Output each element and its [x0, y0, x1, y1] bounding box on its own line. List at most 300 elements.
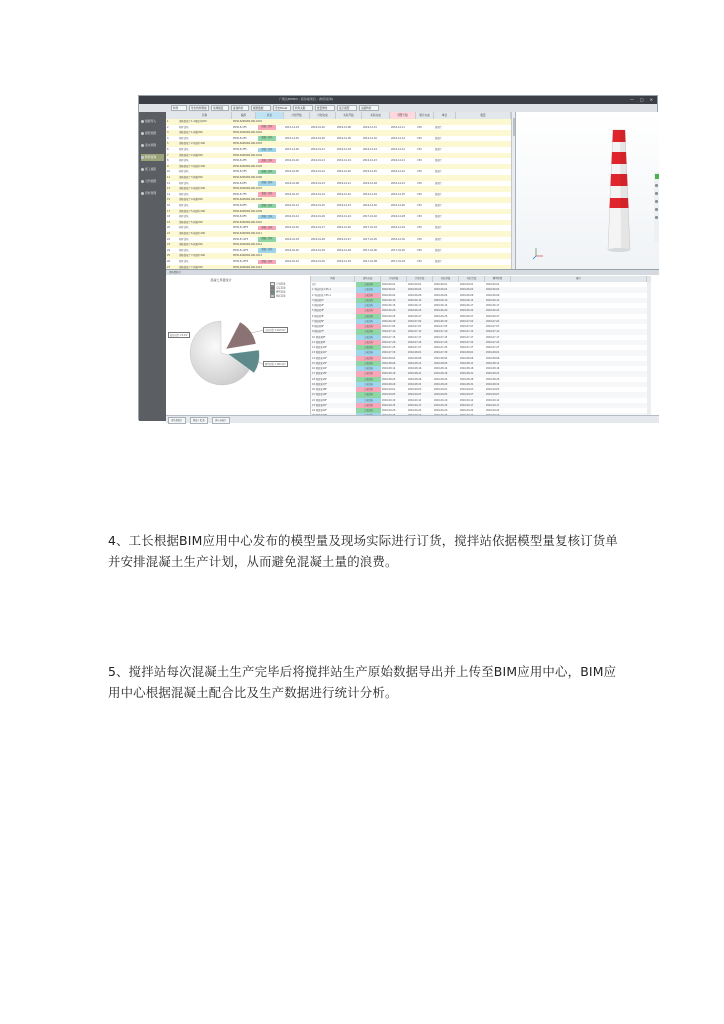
pour-table-cell: 2016-07-25 — [382, 346, 396, 349]
pour-table-cell: 2016-09-07 — [460, 393, 474, 397]
grid-cell: 钢筋混凝土2-楼层柱200 — [179, 142, 206, 146]
pour-status-badge: 完成浇筑 — [356, 293, 381, 298]
grid-cell: 构件浇筑 — [179, 136, 189, 140]
grid-column-header[interactable]: 名称 — [178, 112, 232, 119]
grid-column-header[interactable]: 预警天数 — [390, 112, 416, 119]
pour-status-badge: 完成浇筑 — [356, 361, 381, 366]
pour-table-cell: 2016-07-20 — [382, 340, 396, 344]
pour-status-badge: 完成浇筑 — [356, 408, 381, 413]
grid-cell: 2016-12-22 — [391, 170, 405, 174]
grid-cell: 2016-12-24 — [337, 215, 351, 219]
pour-status-badge: 完成浇筑 — [356, 382, 381, 387]
pour-table-cell: 2016-06-22 — [408, 309, 422, 313]
pour-table-cell: 2016-09-10 — [382, 398, 396, 402]
pour-status-badge: 完成浇筑 — [356, 319, 381, 324]
grid-cell: 构件浇筑 — [179, 125, 189, 129]
pour-table-cell: 2016-09-17 — [460, 403, 474, 407]
grid-cell: P030-6290001190-1014 — [233, 265, 263, 269]
sidebar-item-label: 合约视图 — [145, 179, 157, 183]
grid-cell: 2016-12-23 — [391, 181, 405, 185]
pour-table-cell: 2016-08-16 — [486, 367, 500, 370]
status-badge: 混凝土浇筑 — [258, 170, 276, 174]
pour-table-cell: 2016-06-15 — [434, 304, 448, 307]
pour-table-cell: 2016-07-17 — [408, 335, 422, 339]
pour-table-cell: 2016-07-22 — [486, 340, 500, 344]
pour-table-cell: 5 楼层梁3F — [312, 309, 324, 313]
bottom-panel — [166, 269, 659, 422]
pour-table-cell: 2016-08-24 — [434, 377, 448, 381]
pour-table-cell: 2016-08-16 — [408, 367, 422, 370]
pour-table-cell: 2016-08-21 — [460, 372, 474, 376]
grid-cell: C30 — [417, 170, 422, 174]
grid-cell: P030-8-9F5 — [233, 215, 247, 219]
grid-cell: 2 — [167, 125, 169, 129]
pour-table-cell: 2016-07-07 — [486, 325, 500, 328]
grid-cell: 钢筋混凝土7-楼层柱200 — [179, 254, 206, 258]
grid-cell: 2016-12-20 — [337, 170, 351, 174]
pour-table-cell: 2016-08-24 — [382, 377, 396, 381]
pour-table-cell: 2016-09-17 — [486, 403, 500, 407]
pour-table-cell: 2016-09-22 — [460, 409, 474, 412]
grid-cell: 2017-01-02 — [363, 215, 377, 219]
sidebar-item[interactable] — [141, 190, 164, 197]
grid-cell: P030-8-11F5 — [233, 237, 249, 241]
grid-cell: P030-8-1F5 — [233, 125, 247, 129]
pour-table-cell: 2016-09-07 — [486, 393, 500, 397]
pour-table-column-header[interactable]: 实际开始 — [433, 276, 459, 282]
pour-table-cell: 2016-09-01 — [408, 283, 422, 286]
viewer-zoom-out-icon[interactable] — [655, 208, 658, 211]
grid-cell: 构件浇筑 — [179, 260, 189, 263]
grid-cell: 2016-01-30 — [311, 260, 325, 263]
toolbar-button[interactable]: 导出Excel — [273, 105, 291, 111]
grid-cell: 27 — [167, 265, 171, 269]
pour-table-cell: 2016-08-31 — [486, 382, 500, 386]
sidebar-item-icon — [141, 168, 144, 171]
grid-cell: P030-6290001190-1011 — [233, 232, 263, 235]
status-tabs — [166, 415, 659, 423]
pour-table-cell: 2016-06-27 — [486, 314, 500, 318]
pour-table-cell: 2016-08-29 — [434, 382, 448, 386]
grid-column-header[interactable]: 编码 — [232, 112, 256, 119]
grid-cell: 2015-12-19 — [285, 125, 299, 129]
grid-cell: 2017-01-03 — [363, 226, 377, 230]
grid-cell: 2016-01-18 — [285, 237, 299, 241]
pour-table-cell: 2016-06-30 — [382, 319, 396, 323]
grid-column-header[interactable]: 累计完成 — [416, 112, 434, 119]
sidebar-item-icon — [141, 120, 144, 123]
grid-cell: 钢筋混凝土1-楼板200 — [179, 131, 203, 135]
grid-cell: 2016-12-28 — [363, 181, 377, 185]
status-badge: 混凝土浇筑 — [258, 136, 276, 140]
grid-cell: 2016-01-26 — [311, 215, 325, 219]
pour-table-cell: 2016-06-02 — [460, 288, 474, 292]
grid-cell: 1 — [167, 120, 169, 123]
grid-cell: 2016-12-19 — [337, 159, 351, 163]
pour-table-cell: 2 基础底板 C35-1 — [312, 293, 331, 297]
pour-table-cell: 22 楼层梁20F — [312, 398, 327, 402]
grid-cell: 2016-12-23 — [337, 204, 351, 207]
toolbar-button[interactable]: 关联构件 — [359, 105, 379, 111]
pour-table-cell: 8 楼层梁6F — [312, 325, 324, 328]
toolbar-button[interactable]: 构件 — [171, 105, 187, 111]
pour-table-cell: 2016-09-12 — [408, 398, 422, 402]
grid-cell: 2016-12-14 — [391, 136, 405, 140]
pour-table-cell: 2016-08-26 — [460, 377, 474, 381]
pour-table-cell: 2016-06-10 — [434, 298, 448, 302]
pour-table-cell: 2016-08-31 — [408, 382, 422, 386]
toolbar-button[interactable]: 刷新数据 — [251, 105, 271, 111]
status-badge: 混凝土浇筑 — [258, 237, 276, 241]
grid-cell: C30 — [417, 226, 422, 230]
grid-cell: 构件浇筑 — [179, 181, 189, 185]
pour-table-cell: 2016-06-17 — [460, 304, 474, 307]
pour-table-column-header[interactable]: 浇筑状态 — [355, 276, 381, 282]
grid-cell: 2016-12-29 — [363, 192, 377, 196]
pour-table-cell: 2016-07-27 — [486, 346, 500, 349]
pour-table-cell: 2016-06-06 — [486, 293, 500, 297]
grid-column-header[interactable]: 实际完成 — [362, 112, 390, 119]
pour-table-cell: 2016-06-01 — [434, 283, 448, 286]
grid-cell: 钢筋混凝土6-楼板200 — [179, 243, 203, 247]
sidebar-item[interactable] — [141, 118, 164, 125]
chimney-model — [516, 112, 659, 269]
pour-table-cell: 2016-07-10 — [434, 330, 448, 334]
pour-table-column-header[interactable]: 备注 — [511, 276, 647, 282]
grid-cell: 2016-12-25 — [391, 192, 405, 196]
window-titlebar — [139, 96, 657, 104]
pour-table-cell: 10 楼层梁8F — [312, 335, 326, 339]
toolbar-button[interactable]: 查找构件 — [231, 105, 249, 111]
pour-table-cell: 4 楼层梁2F — [312, 304, 324, 307]
grid-cell: 2016-12-25 — [363, 170, 377, 174]
bottom-panel-label: 浇筑量统计 — [169, 271, 181, 274]
annotation-actual: 实际用量: 1203.5m³ — [265, 329, 286, 332]
grid-cell: 构件浇筑 — [179, 248, 189, 252]
minimize-icon[interactable]: — — [629, 97, 634, 102]
pour-table-cell: 2016-06-02 — [408, 288, 422, 292]
pour-table-cell: 2016-09-20 — [382, 409, 396, 412]
pour-table-cell: 2016-07-12 — [408, 330, 422, 334]
status-badge: 混凝土浇筑 — [258, 248, 276, 252]
grid-cell: C30 — [417, 215, 422, 219]
sidebar-item[interactable] — [141, 130, 164, 137]
pour-status-badge: 完成浇筑 — [356, 324, 381, 329]
grid-cell: 6 — [167, 148, 169, 151]
pour-table-cell: 11 楼层梁9F — [312, 340, 326, 344]
toolbar-button[interactable]: 批量修改 — [315, 105, 335, 111]
pour-table-cell: 2016-09-03 — [460, 388, 474, 391]
pour-table-cell: 2016-07-12 — [486, 330, 500, 334]
pour-table-cell: 2016-09-01 — [460, 283, 474, 286]
pour-table-cell: 2016-07-05 — [434, 325, 448, 328]
grid-cell: 2016-01-16 — [285, 226, 299, 230]
grid-cell: 15 — [167, 198, 171, 202]
sidebar-item[interactable] — [141, 154, 164, 161]
pour-table-cell: 2016-06-15 — [382, 304, 396, 307]
pour-table-cell: 2016-06-22 — [460, 309, 474, 313]
pour-table-cell: 14 楼层梁12F — [312, 356, 327, 360]
grid-cell: 16 — [167, 204, 171, 207]
pour-table-cell: 2016-08-06 — [486, 356, 500, 360]
grid-cell: 混凝土 — [435, 192, 443, 196]
grid-cell: 2016-12-16 — [363, 136, 377, 140]
pour-table-cell: 2016-08-04 — [382, 356, 396, 360]
pour-table-cell: 18 楼层梁16F — [312, 377, 327, 381]
pour-table-cell: 1 基础垫层 C15-1 — [312, 288, 331, 292]
toolbar-button[interactable]: 导出构件明细 — [189, 105, 209, 111]
grid-cell: C30 — [417, 192, 422, 196]
pour-table-cell: 2016-08-21 — [408, 372, 422, 376]
grid-cell: 2016-12-05 — [337, 136, 351, 140]
pour-table-cell: 3 楼层梁1F — [312, 298, 324, 302]
pour-table-column-header[interactable]: 模型用量 — [485, 276, 511, 282]
grid-cell: 2016-12-23 — [363, 159, 377, 163]
pour-table-cell: 6 楼层梁4F — [312, 314, 324, 318]
annotation-loss: 损耗用量: 23.3m³ — [170, 334, 189, 337]
grid-cell: 25 — [167, 254, 171, 258]
pour-table-cell: 7 楼层梁5F — [312, 319, 324, 323]
sidebar-item[interactable] — [141, 142, 164, 149]
grid-cell: 2016-12-22 — [337, 192, 351, 196]
grid-cell: 2016-01-12 — [285, 204, 299, 207]
grid-cell: 2015-12-26 — [285, 148, 299, 151]
grid-cell: 2016-01-25 — [311, 204, 325, 207]
sidebar-item-icon — [141, 192, 144, 195]
pour-table-cell: 2016-08-09 — [382, 361, 396, 365]
pour-table-cell: 2016-06-02 — [486, 288, 500, 292]
status-tab[interactable]: 供应商统计 — [212, 417, 230, 424]
toolbar-button[interactable]: 显示模型 — [337, 105, 357, 111]
pour-table-cell: 2016-07-02 — [486, 319, 500, 323]
grid-cell: 2016-12-18 — [337, 148, 351, 151]
viewer-fit-icon[interactable] — [655, 216, 658, 219]
pour-status-badge: 完成浇筑 — [356, 403, 381, 408]
pour-status-badge: 完成浇筑 — [356, 308, 381, 313]
status-badge: 混凝土浇筑 — [258, 125, 276, 129]
pour-table-cell: 2016-07-20 — [434, 340, 448, 344]
grid-cell: P030-6290001190-1013 — [233, 254, 263, 258]
grid-cell: 钢筋混凝土3-楼层柱200 — [179, 164, 206, 168]
pour-table-cell: 17 楼层梁15F — [312, 372, 327, 376]
grid-column-header[interactable]: 计划开始 — [284, 112, 310, 119]
pour-table-cell: 2016-08-26 — [408, 377, 422, 381]
status-badge: 混凝土浇筑 — [258, 159, 276, 163]
grid-cell: 2016-12-21 — [391, 159, 405, 163]
pour-table-cell: 2016-06-22 — [486, 309, 500, 313]
grid-cell: 20 — [167, 226, 171, 230]
grid-cell: 钢筋混凝土4-楼层柱200 — [179, 187, 206, 191]
grid-cell: P030-6290001190-1004 — [233, 153, 263, 157]
grid-cell: P030-6290001190-1001 — [233, 120, 263, 123]
pour-table-cell: 2016-09-03 — [408, 388, 422, 391]
legend-label: 模型用量 — [276, 290, 286, 294]
pour-status-badge: 完成浇筑 — [356, 371, 381, 376]
pour-status-badge: 完成浇筑 — [356, 345, 381, 350]
grid-cell: P030-6290001190-1002 — [233, 131, 263, 135]
grid-cell: P030-6290001190-1009 — [233, 209, 263, 213]
pour-table-cell: 2016-09-15 — [434, 403, 448, 407]
pour-table-cell: 2016-09-05 — [382, 393, 396, 397]
grid-cell: C30 — [417, 248, 422, 252]
grid-cell: P030-8-5F5 — [233, 170, 247, 174]
pour-table-cell: 2016-06-27 — [460, 314, 474, 318]
grid-cell: P030-6290001190-1005 — [233, 164, 263, 168]
grid-cell: 2016-01-10 — [285, 192, 299, 196]
grid-cell: P030-6290001190-1003 — [233, 142, 263, 146]
grid-cell: 混凝土 — [435, 148, 443, 151]
pour-table-cell: 2016-06-27 — [408, 314, 422, 318]
viewer-rotate-icon[interactable] — [655, 184, 658, 187]
pour-table-cell: 2016-08-19 — [434, 372, 448, 376]
grid-column-header[interactable]: 计划完成 — [310, 112, 336, 119]
paragraph-4: 4、工长根据BIM应用中心发布的模型量及现场实际进行订货，搅拌站依据模型量复核订货单并安排混凝土生产计划，从而避免混凝土量的浪费。 — [108, 533, 618, 569]
pour-table-cell: 2016-07-07 — [408, 325, 422, 328]
pour-table — [310, 276, 651, 415]
pour-table-cell: 16 楼层梁14F — [312, 367, 327, 370]
grid-cell: 2016-12-15 — [363, 125, 377, 129]
grid-cell: 2016-01-22 — [285, 260, 299, 263]
grid-cell: C30 — [417, 159, 422, 163]
grid-column-header[interactable]: 单位 — [434, 112, 456, 119]
grid-cell: P030-8-8F5 — [233, 204, 247, 207]
grid-cell: 2016-01-21 — [311, 159, 325, 163]
toolbar-button[interactable]: 选择楼层 — [211, 105, 229, 111]
status-badge: 混凝土浇筑 — [258, 215, 276, 219]
status-tab[interactable]: 混凝土报表 — [190, 417, 208, 424]
status-badge: 混凝土浇筑 — [258, 192, 276, 196]
grid-cell: 23 — [167, 243, 171, 247]
grid-cell: 5 — [167, 142, 169, 146]
grid-column-header[interactable]: 状态 — [256, 112, 284, 119]
grid-cell: P030-8-4F5 — [233, 159, 247, 163]
pour-table-cell: 2016-09-22 — [408, 409, 422, 412]
pour-table-cell: 19 楼层梁17F — [312, 382, 327, 386]
pour-table-cell: 2016-08-06 — [460, 356, 474, 360]
grid-cell: 12 — [167, 181, 171, 185]
sidebar-item-label: 数据导入 — [145, 119, 157, 123]
grid-cell: 钢筋混凝土6-楼层柱200 — [179, 232, 206, 235]
grid-cell: 8 — [167, 159, 169, 163]
grid-cell: 4 — [167, 136, 169, 140]
pour-table-cell: 2016-06-01 — [434, 288, 448, 292]
pour-table-cell: 2016-09-12 — [486, 398, 500, 402]
status-tab[interactable]: 浇筑量统计 — [168, 417, 186, 424]
pour-table-cell: 23 楼层梁21F — [312, 403, 327, 407]
grid-cell: 10 — [167, 170, 171, 174]
pour-table-cell: 2016-08-21 — [486, 372, 500, 376]
grid-cell: 2017-01-06 — [363, 248, 377, 252]
pour-table-cell: 2016-08-11 — [408, 361, 422, 365]
status-badge: 混凝土浇筑 — [258, 204, 276, 208]
sidebar-item[interactable] — [141, 178, 164, 185]
paragraph-5: 5、搅拌站每次混凝土生产完毕后将搅拌站生产原始数据导出并上传至BIM应用中心，BIM应用中心根据混凝土配合比及生产数据进行统计分析。 — [108, 664, 617, 700]
grid-cell: C30 — [417, 181, 422, 185]
pour-table-cell: 2016-07-10 — [382, 330, 396, 334]
grid-column-header[interactable]: 实际开始 — [336, 112, 362, 119]
maximize-icon[interactable]: □ — [639, 97, 644, 102]
sidebar — [139, 112, 166, 421]
pour-table-column-header[interactable]: 名称 — [311, 276, 355, 282]
pour-table-cell: 2016-07-15 — [434, 335, 448, 339]
grid-cell: 钢筋混凝土5-楼板200 — [179, 220, 203, 224]
pour-table-cell: 2016-06-17 — [486, 304, 500, 307]
sidebar-item-label: 资料管理 — [145, 191, 157, 195]
pour-table-cell: 2016-09-20 — [434, 409, 448, 412]
grid-cell: 钢筋混凝土3-楼板200 — [179, 176, 203, 179]
grid-cell: 13 — [167, 187, 171, 191]
pour-table-cell: 2016-08-01 — [460, 351, 474, 355]
pour-table-cell: 2016-07-02 — [460, 319, 474, 323]
grid-cell: C30 — [417, 148, 422, 151]
grid-cell: 2016-01-08 — [285, 181, 299, 185]
viewer-toolbar — [654, 172, 659, 242]
grid-cell: 9 — [167, 164, 169, 168]
pour-table-cell: 15 楼层梁13F — [312, 361, 327, 365]
status-badge: 混凝土浇筑 — [258, 226, 276, 230]
toolbar-button[interactable]: 构件关联 — [293, 105, 313, 111]
viewer-zoom-in-icon[interactable] — [655, 200, 658, 203]
grid-cell: 2016-12-26 — [391, 204, 405, 207]
pour-status-badge: 完成浇筑 — [356, 298, 381, 303]
pour-table-column-header[interactable]: 计划完成 — [407, 276, 433, 282]
sidebar-item[interactable] — [141, 166, 164, 173]
close-icon[interactable]: ✕ — [649, 97, 653, 102]
pour-table-cell: 2016-08-11 — [486, 361, 500, 365]
grid-cell: 17 — [167, 209, 171, 213]
grid-cell: 混凝土 — [435, 226, 443, 230]
grid-cell: C30 — [417, 125, 422, 129]
legend-label: 实际用量 — [276, 286, 286, 290]
grid-cell: 24 — [167, 248, 171, 252]
pour-table-scrollbar[interactable] — [647, 282, 651, 415]
model-viewer[interactable] — [515, 112, 659, 269]
pour-table-cell: 2016-09-05 — [434, 393, 448, 397]
grid-cell: 3 — [167, 131, 169, 135]
grid-cell: P030-8-7F5 — [233, 192, 247, 196]
pour-status-badge: 完成浇筑 — [356, 282, 381, 287]
grid-cell: 钢筋混凝土5-楼层柱200 — [179, 209, 206, 213]
grid-cell: C30 — [417, 237, 422, 241]
grid-cell: 2016-12-24 — [363, 148, 377, 151]
pour-table-cell: 2016-09-01 — [486, 283, 500, 286]
pour-table-cell: 2016-08-04 — [434, 356, 448, 360]
pour-table-cell: 2016-06-12 — [486, 298, 500, 302]
grid-cell: 构件浇筑 — [179, 192, 189, 196]
pour-table-cell: 13 楼层梁11F — [312, 351, 327, 355]
grid-cell: 2017-01-03 — [391, 260, 405, 263]
pour-table-cell: 2016-08-19 — [382, 372, 396, 376]
grid-cell: 19 — [167, 220, 171, 224]
grid-cell: P030-8-6F5 — [233, 181, 247, 185]
viewer-pan-icon[interactable] — [655, 192, 658, 195]
grid-cell: P030-6290001190-1007 — [233, 187, 263, 191]
pour-table-cell: 2016-06-17 — [408, 304, 422, 307]
pour-table-cell: 2016-09-07 — [408, 393, 422, 397]
pour-status-badge: 完成浇筑 — [356, 335, 381, 340]
pour-table-cell: 2016-09-17 — [408, 403, 422, 407]
grid-cell: 2016-01-05 — [285, 170, 299, 174]
pour-table-cell: 2016-07-12 — [460, 330, 474, 334]
grid-column-header[interactable]: 数量 — [456, 112, 511, 119]
pour-table-column-header[interactable]: 实际完成 — [459, 276, 485, 282]
pour-status-badge: 完成浇筑 — [356, 377, 381, 382]
viewer-home-icon[interactable] — [655, 174, 659, 179]
pour-table-cell: 2016-08-26 — [486, 377, 500, 381]
pour-table-cell: 2016-08-29 — [382, 382, 396, 386]
grid-cell: 2016-12-28 — [337, 248, 351, 252]
pour-table-column-header[interactable]: 计划开始 — [381, 276, 407, 282]
